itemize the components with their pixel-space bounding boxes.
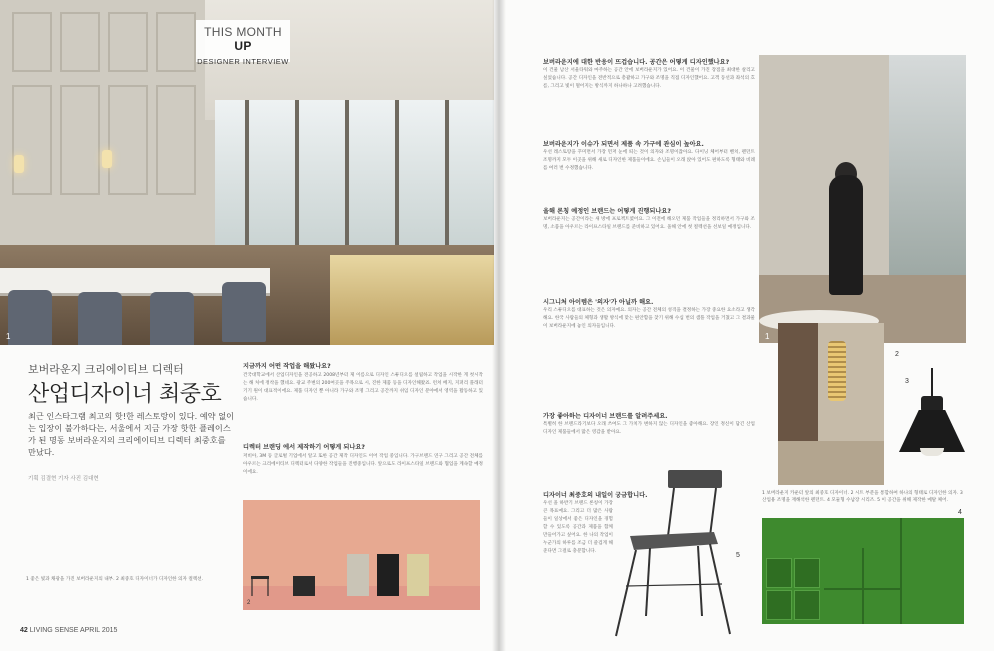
answer-text: 저비아, 3M 등 글로벌 기업에서 알고 또한 공간 제작 디자인도 이어 작업 중입니다. 가구브랜드 연구 그리고 공간 전체를 아우르는 크리에이티브 디렉터로서 다양한 작업들을 진행중입니다. 앞으로도 라이프스타일 브랜드와 협업을 계속할 예정이에요. [243,454,483,475]
sideboard-divider [900,518,902,624]
question-heading: 가장 좋아하는 디자이너 브랜드를 알려주세요. [543,413,668,420]
image-number: 1 [765,332,770,341]
page-gutter [492,0,506,651]
image-number: 4 [958,509,962,516]
window-mullion [395,100,399,250]
designer-figure [829,175,863,295]
pendant-lamp-cap [921,396,943,412]
section-header-subtitle: DESIGNER INTERVIEW [197,57,289,66]
pendant-lamp-cord [931,368,933,398]
question-heading: 디렉터 브랜딩 에서 제작하기 어떻게 되나요? [243,444,365,451]
designer-portrait-photo [759,55,966,343]
article-kicker: 보버라운지 크리에이티브 디렉터 [28,363,184,376]
dining-chair [150,292,194,345]
sideboard-cubby [794,558,820,588]
section-header-title: THIS MONTH UP [204,25,282,53]
window-wall [215,100,494,250]
image-number: 5 [736,552,740,559]
window-mullion [295,100,299,250]
wall-panel [108,85,148,195]
question-heading: 보버라운지가 이슈가 되면서 제품 속 가구에 관심이 높아요. [543,141,704,148]
answer-text: 우리 스튜디오를 대표하는 것은 의자예요. 의자는 공간 전체의 성격을 결정하는 가장 중요한 요소라고 생각해요. 한국 사람들의 체형과 생활 방식에 맞는 편안함을 찾기 위해 수십 번의 샘플 작업을 거쳤고 그 결과물이 보버라운지에 놓인 의자들입니다. [543,308,755,329]
room-floor [778,441,884,485]
window-mullion [345,100,349,250]
wall-panel [60,85,100,195]
pendant-lamp-bulb [920,448,944,456]
wall-panel [12,12,52,72]
pendant-lamp-shade [899,410,965,452]
bar-counter [330,255,494,345]
chandelier [828,341,846,401]
question-heading: 올해 론칭 예정인 브랜드는 어떻게 진행되나요? [543,208,671,215]
sideboard-cubby [794,590,820,620]
portrait-wall [759,55,889,275]
answer-text: 이 건물 남산 서울타워와 마주하는 공간 안에 보버라운지가 있어요. 이 건물이 가진 장점을 최대한 살리고 싶었습니다. 공간 디자인을 전반적으로 총괄하고 가구와 조명을 직접 디자인했어요. 고객 동선과 좌석의 흐름, 그리고 빛이 떨어지는 방식까지 하나하나 고려했습니다. [543,68,755,89]
wall-panel [156,12,196,72]
dining-chair [222,282,266,342]
photo-caption: 1 보버라운지 카운터 앞의 최중호 디자이너. 2 시트 부분을 통합하여 하나의 형태로 디자인한 의자. 3 산업용 조명을 재해석한 펜던트. 4 모듈형 수납장 시리즈. 5 이 공간을 위해 제작한 메탈 체어. [762,491,963,503]
sideboard-cubby [766,558,792,588]
chair-grey [347,554,369,596]
article-byline: 기획 김결현 기자 사진 김대현 [28,476,99,482]
lounge-chair [293,576,315,596]
image-number: 3 [905,378,909,385]
chair-black [377,554,399,596]
question-heading: 시그니처 아이템은 '의자'가 아닐까 해요. [543,299,654,306]
answer-text: 보버라운지는 공간이라는 새 방에 프로젝트였어요. 그 이전에 해오던 제품 작업들을 정리하면서 가구와 조명, 소품을 아우르는 라이프스타일 브랜드를 준비하고 있어요. 올해 안에 첫 컬렉션을 선보일 예정입니다. [543,217,755,230]
wall-sconce [14,155,24,173]
question-heading: 지금까지 어떤 작업을 해왔나요? [243,363,331,370]
wall-sconce [102,150,112,168]
photo-caption: 1 좋은 빛과 채광을 가진 보버라운지의 내부. 2 최중호 디자이너가 디자인한 의자 컬렉션. [26,577,204,582]
sideboard-cubby [766,590,792,620]
sideboard-divider [824,588,900,590]
wall-panel [12,85,52,195]
paneled-wall [0,0,215,270]
portrait-window [889,55,966,275]
image-number: 2 [247,600,251,606]
wall-panel [108,12,148,72]
page-folio: 42 LIVING SENSE APRIL 2015 [20,627,118,634]
chair-outline [249,554,271,596]
question-heading: 디자이너 최중호의 내일이 궁금합니다. [543,492,648,499]
article-lead: 최근 인스타그램 최고의 핫!한 레스토랑이 있다. 예약 없이는 입장이 불가하다는, 서울에서 지금 가장 핫한 플레이스가 된 명동 보버라운지의 크리에이티브 디렉터 최중호를 만났다. [28,411,235,457]
dining-chair [78,292,122,345]
section-header-box [196,20,290,66]
wall-panel [60,12,100,72]
article-title: 산업디자이너 최중호 [28,382,222,407]
restaurant-interior-photo [0,0,494,345]
green-sideboard [762,518,964,624]
answer-text: 우선 올 하반기 브랜드 론칭이 가장 큰 목표예요. 그리고 더 많은 사람들이 일상에서 좋은 디자인을 경험할 수 있도록 공간과 제품을 함께 만들어가고 싶어요. 한 나의 작업이 누군가의 하루를 조금 더 즐겁게 해준다면 그걸로 충분합니다. [543,501,613,554]
image-number: 2 [895,351,899,358]
sideboard-divider [862,548,864,624]
answer-text: 우선 레스토랑을 꾸미면서 가장 먼저 눈에 띄는 것이 의자와 조명이잖아요. 다이닝 체어부터 벤치, 펜던트 조명까지 모두 이곳을 위해 새로 디자인한 제품들이에요. 손님들이 오래 앉아 있어도 편하도록 형태와 비례를 여러 번 수정했습니다. [543,150,755,171]
window-mullion [445,100,449,250]
answer-text: 특별히 한 브랜드라기보다 오래 쓰여도 그 가치가 변하지 않는 디자인을 좋아해요. 장인 정신이 담긴 산업디자인 제품들에서 많은 영감을 받아요. [543,422,755,435]
chair-collection-photo [243,500,480,610]
dining-chair [8,290,52,345]
metal-chair-illustration [610,466,735,638]
window-mullion [245,100,249,250]
image-number: 1 [6,332,11,341]
dining-room-photo [778,323,884,485]
chair-cream [407,554,429,596]
wall-panel [156,85,196,195]
question-heading: 보버라운지에 대한 반응이 뜨겁습니다. 공간은 어떻게 디자인했나요? [543,59,730,66]
answer-text: 건국대학교에서 산업디자인을 전공하고 2008년부터 제 이름으로 디자인 스튜디오를 설립하고 작업을 시작한 게 첫시작는 해 처에 정착을 했네요. 광교 주변의 200여곳을 주목으로 시, 진한 제품 등을 디자인해왔죠. 런쳐 베지, 지퍼리 플래터 기기 원이 대표적이에요. 제품 디자인 뿐 아니라 가구와 조명 그리고 공간까지 쉬임 디자인 분야에서 영역을 활동하고 있습니다. [243,373,483,402]
